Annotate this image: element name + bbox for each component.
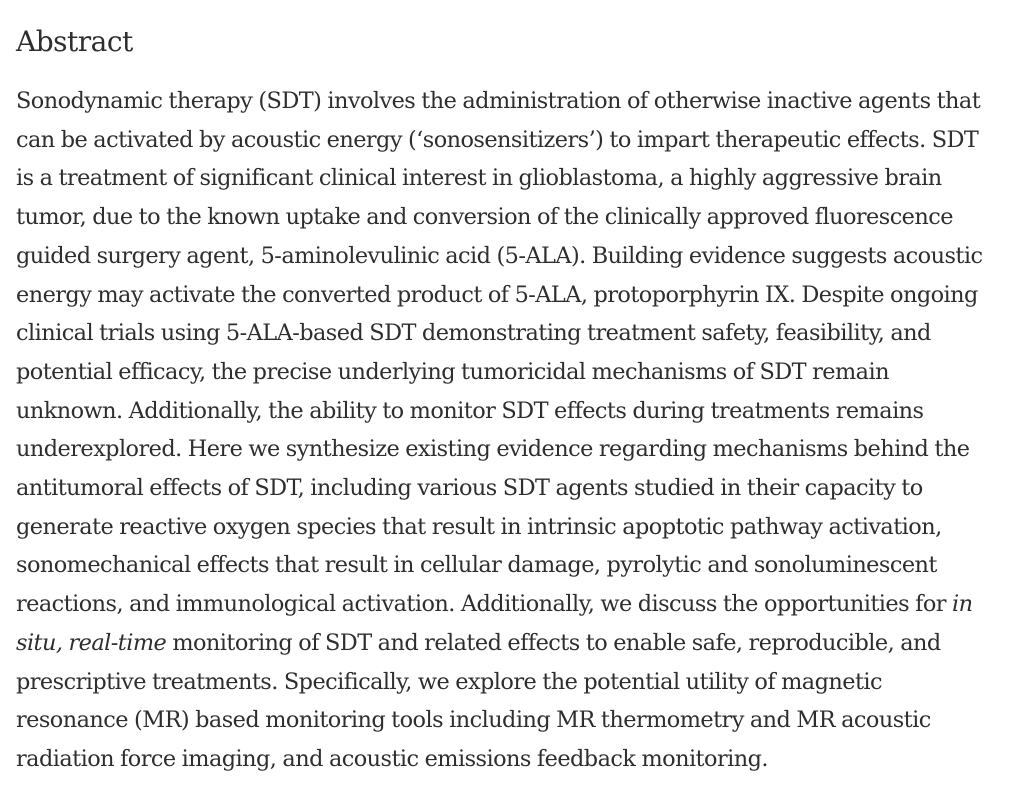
abstract-line-text: monitoring of SDT and related effects to enable safe, reproducible, and xyxy=(166,629,941,656)
abstract-line: potential efficacy, the precise underlying tumoricidal mechanisms of SDT remain xyxy=(16,358,889,385)
abstract-line: clinical trials using 5-ALA-based SDT demonstrating treatment safety, feasibility, and xyxy=(16,320,931,347)
italic-term-in: in xyxy=(951,591,973,618)
abstract-line: energy may activate the converted product of 5-ALA, protoporphyrin IX. Despite ongoing xyxy=(16,281,978,308)
abstract-line: prescriptive treatments. Specifically, we explore the potential utility of magnetic xyxy=(16,668,883,695)
abstract-line: Sonodynamic therapy (SDT) involves the administration of otherwise inactive agents that xyxy=(16,88,981,114)
abstract-line: guided surgery agent, 5-aminolevulinic acid (5-ALA). Building evidence suggests acoustic xyxy=(16,242,983,269)
abstract-line-with-italic xyxy=(16,585,994,624)
abstract-line: can be activated by acoustic energy (‘sonosensitizers’) to impart therapeutic effects. SDT xyxy=(16,126,979,153)
abstract-line: unknown. Additionally, the ability to monitor SDT effects during treatments remains xyxy=(16,397,924,424)
italic-comma: , xyxy=(55,629,69,656)
italic-term-situ: situ xyxy=(16,629,56,656)
abstract-line: radiation force imaging, and acoustic emissions feedback monitoring. xyxy=(16,745,768,772)
abstract-line: sonomechanical effects that result in cellular damage, pyrolytic and sonoluminescent xyxy=(16,552,937,579)
abstract-line-text: reactions, and immunological activation. Additionally, we discuss the opportunities for xyxy=(16,591,952,618)
abstract-line: resonance (MR) based monitoring tools including MR thermometry and MR acoustic xyxy=(16,707,931,734)
abstract-line: is a treatment of significant clinical interest in glioblastoma, a highly aggressive brain xyxy=(16,165,942,192)
abstract-heading: Abstract xyxy=(16,25,133,58)
abstract-line-with-italic xyxy=(16,624,994,663)
abstract-line: tumor, due to the known uptake and conversion of the clinically approved fluorescence xyxy=(16,204,953,231)
abstract-line: antitumoral effects of SDT, including various SDT agents studied in their capacity to xyxy=(16,475,923,502)
abstract-line: generate reactive oxygen species that result in intrinsic apoptotic pathway activation, xyxy=(16,513,942,540)
abstract-line: underexplored. Here we synthesize existing evidence regarding mechanisms behind the xyxy=(16,436,970,463)
abstract-text xyxy=(16,82,994,779)
italic-term-real-time: real-time xyxy=(68,629,167,656)
